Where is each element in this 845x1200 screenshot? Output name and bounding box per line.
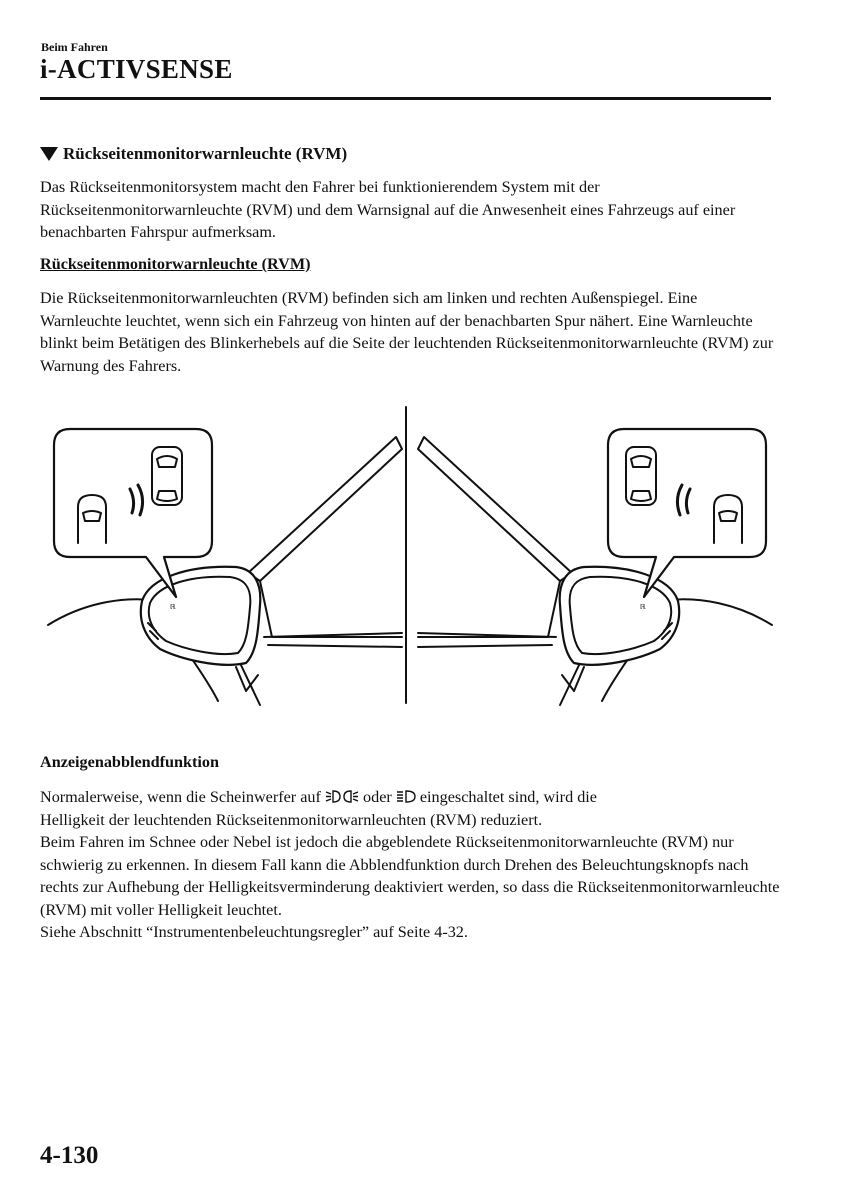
dimming-heading: Anzeigenabblendfunktion: [40, 753, 220, 771]
right-mirror-view: [418, 429, 772, 705]
title-divider: [40, 97, 771, 100]
section-heading-text: Rückseitenmonitorwarnleuchte (RVM): [63, 144, 348, 163]
parking-light-icon: [325, 789, 359, 804]
headlight-icon: [396, 789, 416, 804]
page-reference: Siehe Abschnitt “Instrumentenbeleuchtungsregler” auf Seite 4-32.: [40, 923, 468, 941]
page-number: 4-130: [40, 1142, 99, 1169]
triangle-bullet-icon: [40, 147, 58, 161]
svg-text:ℝ: ℝ: [170, 603, 176, 611]
dimming-line-1: Normalerweise, wenn die Scheinwerfer auf oder eingeschaltet sind, wird die: [40, 788, 597, 806]
dimming-paragraph: [40, 786, 780, 944]
mirror-illustration: [40, 405, 780, 735]
intro-paragraph: Das Rückseitenmonitorsystem macht den Fahrer bei funktionierendem System mit der Rückseitenmonitorwarnleuchte (RVM) und dem Warnsignal auf die Anwesenheit eines Fahrzeugs auf einer benachbarten Fahrspur aufmerksam.: [40, 178, 736, 241]
page-title: i-ACTIVSENSE: [40, 54, 233, 84]
svg-text:ℝ: ℝ: [640, 603, 646, 611]
dimming-line-rest: Beim Fahren im Schnee oder Nebel ist jedoch die abgeblendete Rückseitenmonitorwarnleuchte (RVM) nur schwierig zu erkennen. In diesem Fall kann die Abblendfunktion durch Drehen des Beleuchtungsknopfs nach rechts zur Aufhebung der Helligkeitsverminderung deaktiviert werden, so dass die Rückseitenmonitorwarnleuchte (RVM) mit voller Helligkeit leuchtet.: [40, 833, 780, 919]
dimming-line-2: Helligkeit der leuchtenden Rückseitenmonitorwarnleuchten (RVM) reduziert.: [40, 810, 543, 829]
breadcrumb: Beim Fahren: [41, 40, 108, 54]
rvm-paragraph: Die Rückseitenmonitorwarnleuchten (RVM) befinden sich am linken und rechten Außenspiegel. Eine Warnleuchte leuchtet, wenn sich ein Fahrzeug von hinten auf der benachbarten Spur nähert. Eine Warnleuchte blinkt beim Betätigen des Blinkerhebels auf die Seite der leuchtenden Rückseitenmonitorwarnleuchte (RVM) zur Warnung des Fahrers.: [40, 289, 774, 375]
rvm-subheading: Rückseitenmonitorwarnleuchte (RVM): [40, 255, 311, 273]
section-heading: [40, 144, 347, 164]
left-mirror-view: [48, 429, 402, 705]
